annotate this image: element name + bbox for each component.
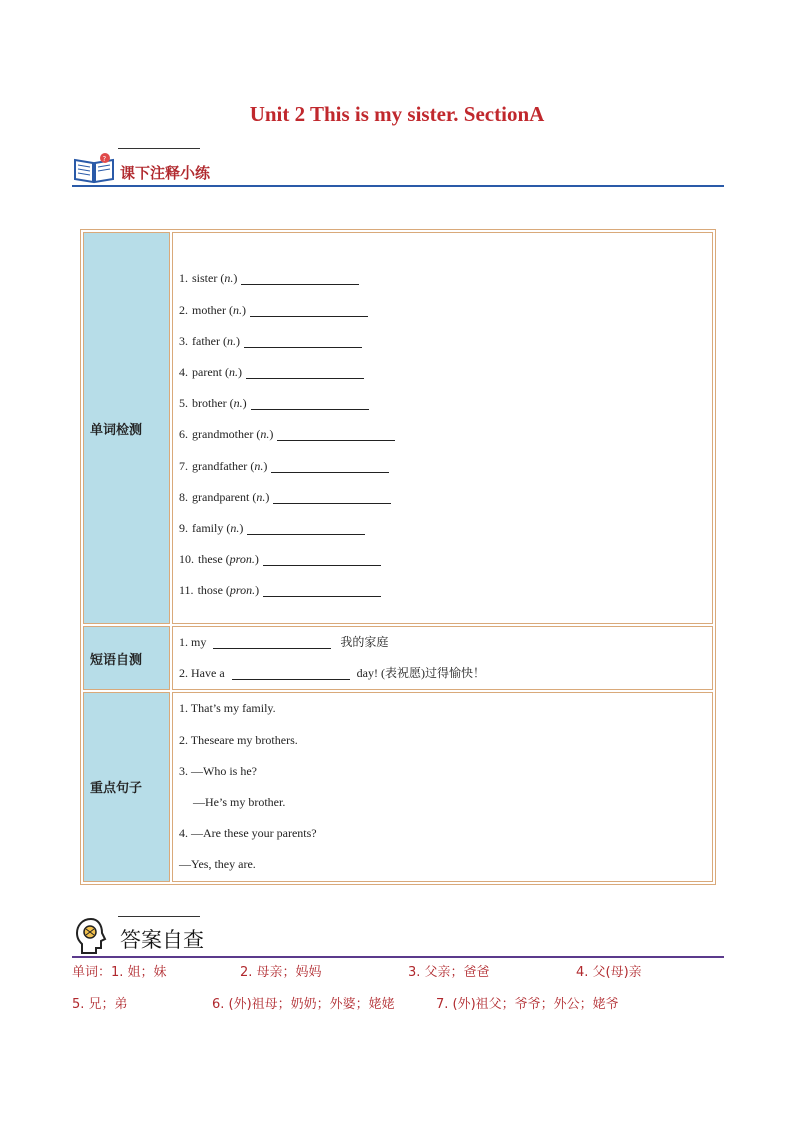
paren-close: ) <box>242 396 247 411</box>
answer-blank[interactable] <box>250 302 368 317</box>
paren-open: ( <box>253 427 261 442</box>
vocab-word-text: grandfather <box>192 458 248 473</box>
vocab-word: 10. <box>179 552 194 567</box>
answer-blank[interactable] <box>263 551 381 566</box>
vocab-word: 1. <box>179 271 188 286</box>
vocab-pos: n. <box>260 427 270 442</box>
answer-blank[interactable] <box>271 458 389 473</box>
answer-blank[interactable] <box>263 582 381 597</box>
section-header-answers <box>72 912 724 960</box>
answer-blank[interactable] <box>244 333 362 348</box>
paren-close: ) <box>265 489 270 504</box>
vocab-word-text: those <box>197 583 223 598</box>
paren-open: ( <box>222 583 230 598</box>
vocab-pos: pron. <box>229 583 256 598</box>
page-title: Unit 2 This is my sister. SectionA <box>249 102 545 126</box>
paren-open: ( <box>223 520 231 535</box>
sentence-line: 4. —Are these your parents? <box>179 826 317 841</box>
vocab-item <box>179 263 706 294</box>
open-book-icon <box>72 152 116 184</box>
answer-blank[interactable] <box>213 634 331 649</box>
paren-open: ( <box>226 396 234 411</box>
section-header-practice <box>72 146 724 188</box>
phrase-row <box>83 626 713 690</box>
vocab-item <box>179 544 706 575</box>
vocab-pos: n. <box>254 458 264 473</box>
phrase-hint: 我的家庭 <box>340 635 389 649</box>
vocab-item <box>179 295 706 326</box>
vocab-item <box>179 357 706 388</box>
sentence-line: 1. That’s my family. <box>179 701 276 716</box>
vocab-word: 9. <box>179 520 188 535</box>
sentence-line: 2. Theseare my brothers. <box>179 732 298 747</box>
vocab-item <box>179 482 706 513</box>
vocab-word-text: grandparent <box>192 489 250 504</box>
vocab-word: 5. <box>179 396 188 411</box>
answer-row <box>72 962 752 994</box>
answer-item: 单词：1. 姐；妹 <box>72 965 167 980</box>
answer-item: 5. 兄；弟 <box>72 997 128 1012</box>
vocab-item <box>179 388 706 419</box>
sentence-row <box>83 692 713 881</box>
paren-open: ( <box>222 552 230 567</box>
vocab-word-text: sister <box>192 271 218 286</box>
vocab-word: 8. <box>179 489 188 504</box>
vocab-list <box>172 232 713 624</box>
vocab-word: 6. <box>179 427 188 442</box>
answer-item: 7. (外)祖父；爷爷；外公；姥爷 <box>436 997 619 1012</box>
exercise-table <box>80 229 716 885</box>
vocab-pos: n. <box>224 271 234 286</box>
answer-blank[interactable] <box>232 665 350 680</box>
answer-blank[interactable] <box>273 489 391 504</box>
section-label: 答案自查 <box>120 928 204 952</box>
phrase-suffix: day! (表祝愿)过得愉快！ <box>356 666 485 681</box>
vocab-word-text: mother <box>192 302 226 317</box>
sentence-line: 3. —Who is he? <box>179 763 257 778</box>
phrase-list <box>172 626 713 690</box>
vocab-pos: n. <box>256 489 266 504</box>
phrase-item <box>179 627 706 658</box>
vocab-item <box>179 419 706 450</box>
paren-close: ) <box>269 427 274 442</box>
vocab-pos: pron. <box>229 552 255 567</box>
phrase-header: 短语自测 <box>83 626 170 690</box>
paren-close: ) <box>242 302 246 317</box>
vocab-word-text: father <box>192 333 220 348</box>
answer-blank[interactable] <box>241 270 359 285</box>
answer-item: 3. 父亲；爸爸 <box>408 965 490 980</box>
vocab-word: 4. <box>179 365 188 380</box>
vocab-word: 2. <box>179 302 188 317</box>
phrase-prefix: 1. my <box>179 635 207 649</box>
sentence-line: —Yes, they are. <box>179 857 256 872</box>
answer-key <box>72 962 752 1026</box>
answer-item: 4. 父(母)亲 <box>576 965 642 980</box>
paren-close: ) <box>255 583 260 598</box>
vocab-item <box>179 513 706 544</box>
vocab-word-text: parent <box>192 365 222 380</box>
paren-close: ) <box>254 552 259 567</box>
vocab-word-text: family <box>192 520 224 535</box>
vocab-word-text: these <box>198 552 223 567</box>
paren-open: ( <box>249 489 257 504</box>
section-rule-top <box>118 916 200 917</box>
sentence-list <box>172 692 713 881</box>
answer-item: 2. 母亲；妈妈 <box>240 965 322 980</box>
vocab-pos: n. <box>233 396 243 411</box>
paren-close: ) <box>237 365 242 380</box>
vocab-item <box>179 326 706 357</box>
paren-open: ( <box>219 333 227 348</box>
section-label: 课下注释小练 <box>120 164 211 182</box>
section-rule-bottom <box>72 956 724 958</box>
paren-open: ( <box>217 271 225 286</box>
phrase-prefix: 2. Have a <box>179 666 225 681</box>
vocab-pos: n. <box>230 520 240 535</box>
paren-open: ( <box>247 458 255 473</box>
answer-blank[interactable] <box>277 426 395 441</box>
paren-open: ( <box>226 302 233 317</box>
vocab-pos: n. <box>233 302 242 317</box>
paren-close: ) <box>239 520 244 535</box>
head-lightbulb-icon <box>74 916 108 956</box>
vocab-header: 单词检测 <box>83 232 170 624</box>
sentence-line: —He’s my brother. <box>193 794 286 809</box>
answer-blank[interactable] <box>247 520 365 535</box>
vocab-item <box>179 451 706 482</box>
paren-close: ) <box>233 271 238 286</box>
answer-row <box>72 994 752 1026</box>
answer-blank[interactable] <box>246 364 364 379</box>
vocab-word-text: grandmother <box>192 427 254 442</box>
vocab-row <box>83 232 713 624</box>
answer-item: 6. (外)祖母；奶奶；外婆；姥姥 <box>212 997 395 1012</box>
section-rule-bottom <box>72 185 724 187</box>
paren-close: ) <box>235 333 240 348</box>
svg-text:?: ? <box>102 155 107 163</box>
vocab-pos: n. <box>228 365 238 380</box>
phrase-item <box>179 658 706 689</box>
vocab-word-text: brother <box>192 396 227 411</box>
vocab-word: 11. <box>179 583 194 598</box>
paren-close: ) <box>263 458 268 473</box>
answer-blank[interactable] <box>251 395 369 410</box>
sentence-header: 重点句子 <box>83 692 170 881</box>
paren-open: ( <box>221 365 229 380</box>
vocab-pos: n. <box>226 333 236 348</box>
vocab-word: 3. <box>179 333 188 348</box>
section-rule-top <box>118 148 200 149</box>
vocab-item <box>179 575 706 606</box>
vocab-word: 7. <box>179 458 188 473</box>
